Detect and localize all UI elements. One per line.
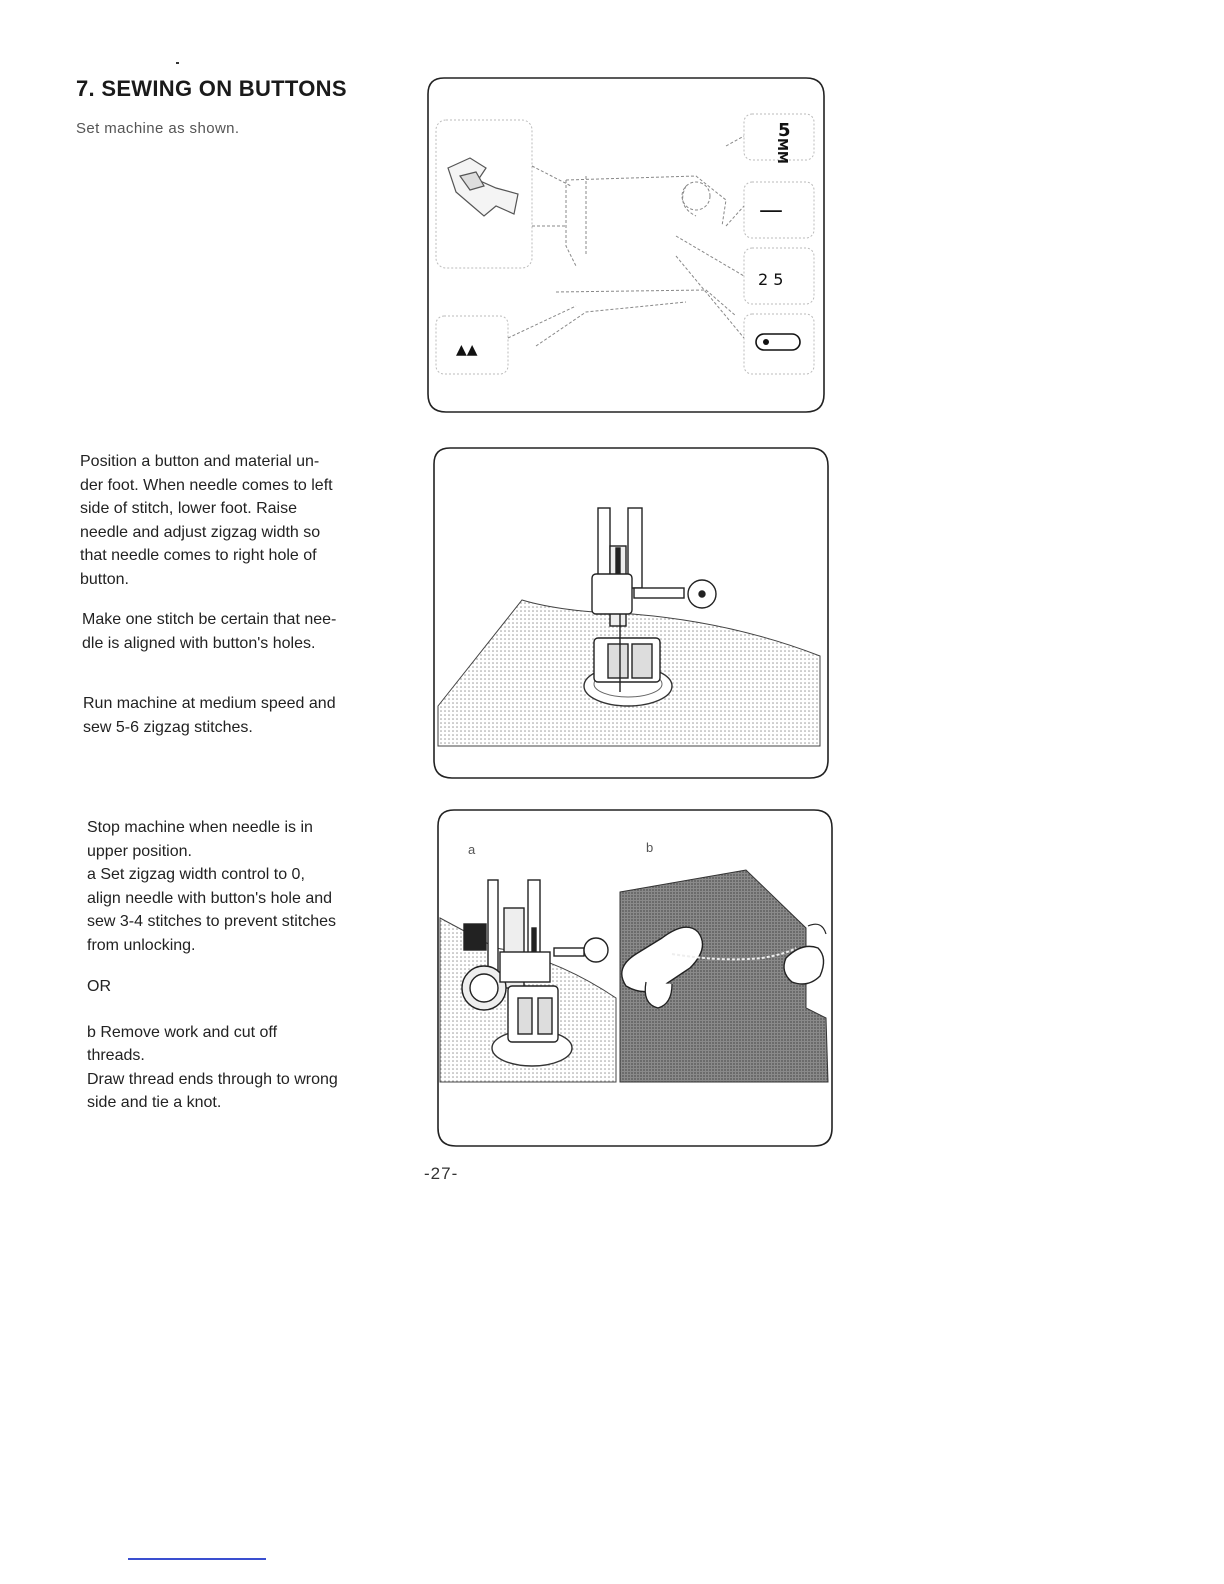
intro-text: Set machine as shown. bbox=[76, 120, 240, 137]
step4b-line: side and tie a knot. bbox=[87, 1094, 222, 1111]
machine-sketch bbox=[508, 136, 744, 346]
figure-label-b: b bbox=[646, 840, 654, 855]
or-text: OR bbox=[87, 978, 111, 995]
step3-text bbox=[83, 692, 336, 739]
width-value: 2 5 bbox=[758, 270, 784, 289]
step2-text bbox=[82, 608, 336, 655]
step4-line: upper position. bbox=[87, 842, 192, 860]
step4a-line: from unlocking. bbox=[87, 936, 196, 954]
step1-line: that needle comes to right hole of bbox=[80, 547, 317, 564]
section-heading: 7. SEWING ON BUTTONS bbox=[76, 76, 347, 101]
step4b-line: b Remove work and cut off bbox=[87, 1023, 278, 1041]
step4-text bbox=[87, 816, 338, 1115]
buttonhole-lever-icon bbox=[756, 334, 800, 350]
step1-line: needle and adjust zigzag width so bbox=[80, 523, 321, 541]
page-number: -27- bbox=[424, 1164, 459, 1183]
footer-rule bbox=[128, 1558, 266, 1560]
step4b-line: Draw thread ends through to wrong bbox=[87, 1070, 338, 1088]
step3-line: Run machine at medium speed and bbox=[83, 695, 336, 712]
step1-line: side of stitch, lower foot. Raise bbox=[80, 500, 297, 517]
length-mm-label: MM bbox=[774, 138, 789, 164]
step4b-line: threads. bbox=[87, 1047, 145, 1064]
stitch-selector-icon bbox=[448, 158, 518, 216]
step4a-line: align needle with button's hole and bbox=[87, 889, 333, 907]
length-value: — bbox=[759, 196, 783, 224]
step1-text bbox=[80, 450, 333, 591]
step4a-line: sew 3-4 stitches to prevent stitches bbox=[87, 913, 336, 930]
ink-dot bbox=[176, 62, 179, 64]
figure-finishing-options bbox=[436, 808, 834, 1148]
step1-line: Position a button and material un- bbox=[80, 453, 320, 470]
step3-line: sew 5-6 zigzag stitches. bbox=[83, 718, 253, 736]
figure-button-under-foot bbox=[432, 446, 830, 780]
step4a-line: a Set zigzag width control to 0, bbox=[87, 866, 305, 883]
step2-line: Make one stitch be certain that nee- bbox=[82, 611, 337, 628]
figure-label-a: a bbox=[468, 842, 476, 857]
step1-line: button. bbox=[80, 570, 129, 588]
step1-line: der foot. When needle comes to left bbox=[80, 476, 333, 494]
figure-machine-settings bbox=[426, 76, 826, 414]
step2-line: dle is aligned with button's holes. bbox=[82, 634, 316, 652]
pattern-number: 5 bbox=[778, 120, 791, 141]
foot-symbol: ▲▲ bbox=[456, 342, 478, 358]
step4-line: Stop machine when needle is in bbox=[87, 819, 313, 836]
